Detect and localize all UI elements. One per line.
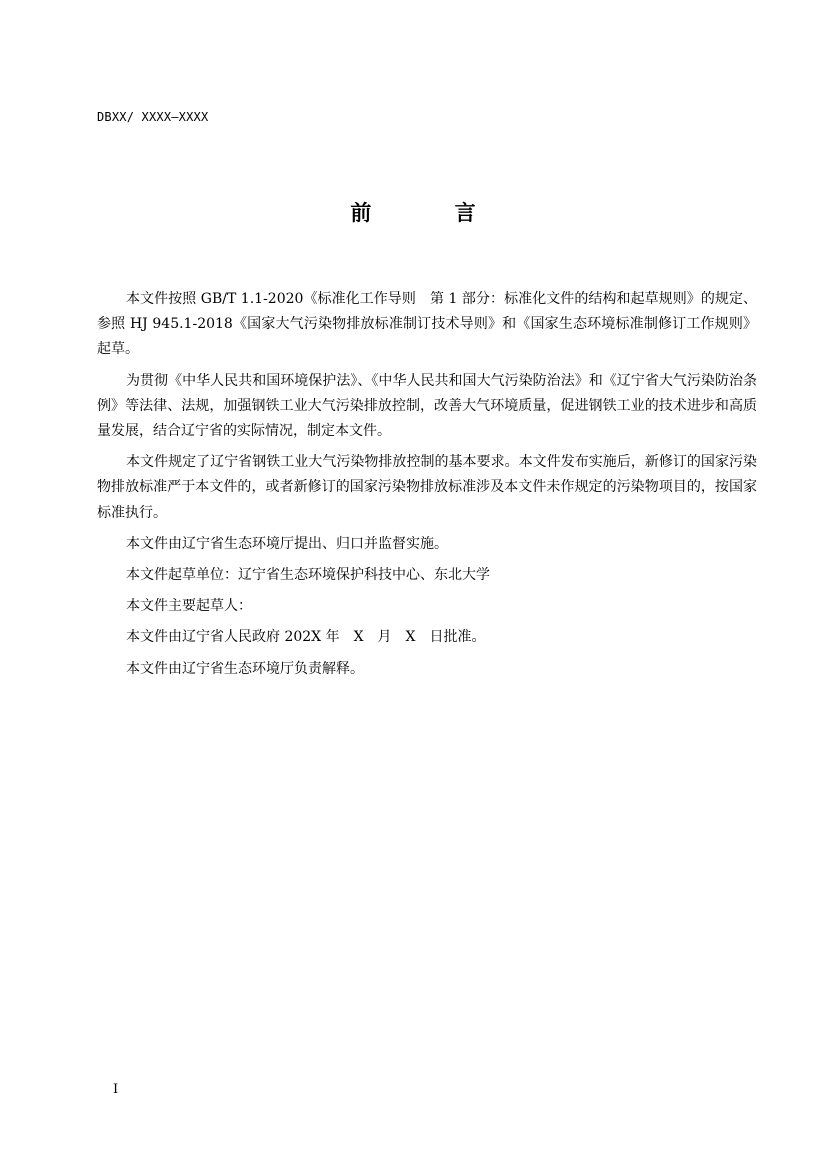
page-title: 前 言 [350,200,514,225]
paragraph-drafting-basis: 本文件按照 GB/T 1.1-2020《标准化工作导则 第 1 部分：标准化文件的结构和起草规则》的规定、参照 HJ 945.1-2018《国家大气污染物排放标准制订技术导则》和《国家生态环境标准制修订工作规则》起草。 [97,291,757,358]
paragraph-drafting-units: 本文件起草单位：辽宁省生态环境保护科技中心、东北大学 [126,567,490,584]
paragraph-scope: 本文件规定了辽宁省钢铁工业大气污染物排放控制的基本要求。本文件发布实施后，新修订的国家污染物排放标准严于本文件的，或者新修订的国家污染物排放标准涉及本文件未作规定的污染物项目的，按国家标准执行。 [97,454,757,521]
foreword-body [97,287,757,688]
paragraph-proposer: 本文件由辽宁省生态环境厅提出、归口并监督实施。 [126,535,448,552]
document-code: DBXX/ XXXX—XXXX [97,110,209,124]
page-number: I [113,1082,119,1097]
paragraph-interpretation: 本文件由辽宁省生态环境厅负责解释。 [126,660,364,677]
paragraph-approval: 本文件由辽宁省人民政府 202X 年 X 月 X 日批准。 [126,629,486,646]
paragraph-drafters: 本文件主要起草人： [126,598,252,615]
paragraph-purpose: 为贯彻《中华人民共和国环境保护法》、《中华人民共和国大气污染防治法》和《辽宁省大气污染防治条例》等法律、法规，加强钢铁工业大气污染排放控制，改善大气环境质量，促进钢铁工业的技术进步和高质量发展，结合辽宁省的实际情况，制定本文件。 [97,372,757,440]
